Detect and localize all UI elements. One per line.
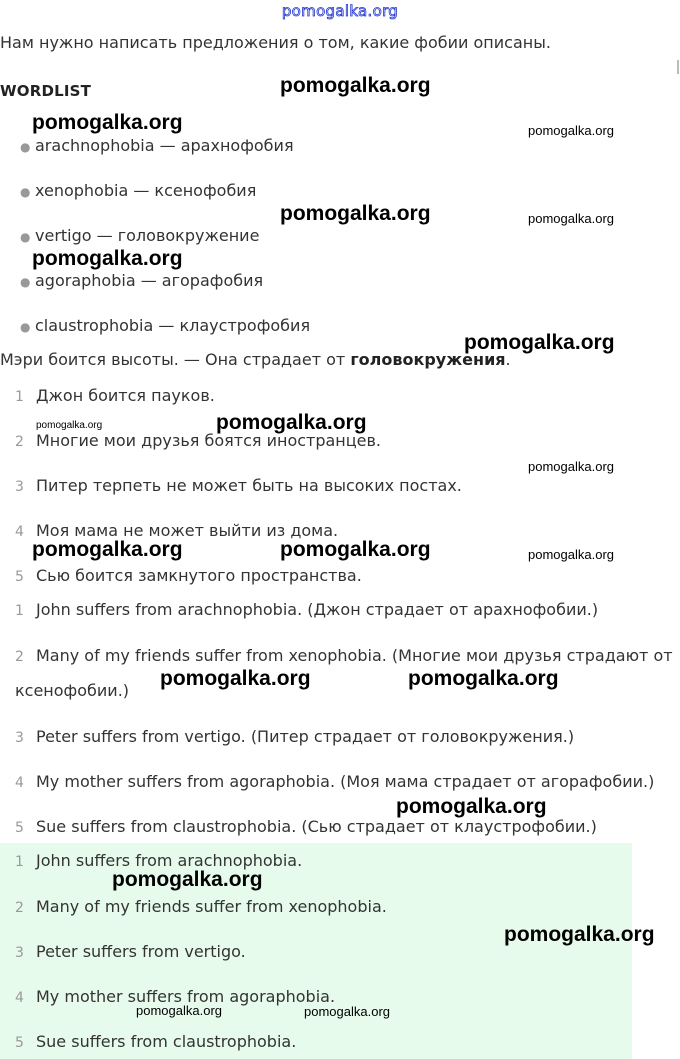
wordlist-item: ● claustrophobia — клаустрофобия	[20, 316, 311, 335]
bullet-icon: ●	[20, 140, 31, 154]
translation-item: 2 Many of my friends suffer from xenophobia. (Многие мои друзья страдают от ксенофобии.)	[15, 646, 673, 700]
question-item: 4 Моя мама не может выйти из дома.	[15, 521, 339, 540]
translation-item: 5 Sue suffers from claustrophobia. (Сью страдает от клаустрофобии.)	[15, 817, 597, 836]
watermark: pomogalka.org	[528, 123, 614, 138]
watermark: pomogalka.org	[280, 202, 431, 225]
answer-item: 2 Many of my friends suffer from xenophobia.	[15, 897, 387, 916]
watermark: pomogalka.org	[464, 331, 615, 354]
translation-item: 4 My mother suffers from agoraphobia. (Моя мама страдает от агорафобии.)	[15, 772, 655, 791]
question-item: 2 Многие мои друзья боятся иностранцев.	[15, 431, 382, 450]
watermark: pomogalka.org	[32, 247, 183, 270]
watermark: pomogalka.org	[280, 74, 431, 97]
answer-item: 3 Peter suffers from vertigo.	[15, 942, 246, 961]
scrollbar-mark	[677, 60, 679, 74]
example-sentence: Мэри боится высоты. — Она страдает от головокружения.	[0, 350, 511, 369]
watermark: pomogalka.org	[304, 1004, 390, 1019]
question-item: 3 Питер терпеть не может быть на высоких постах.	[15, 476, 462, 495]
watermark: pomogalka.org	[216, 411, 367, 434]
answer-item: 4 My mother suffers from agoraphobia.	[15, 987, 336, 1006]
bullet-icon: ●	[20, 185, 31, 199]
answer-item: 1 John suffers from arachnophobia.	[15, 851, 303, 870]
bullet-icon: ●	[20, 320, 31, 334]
wordlist-item: ● vertigo — головокружение	[20, 226, 260, 245]
watermark: pomogalka.org	[36, 420, 103, 431]
translation-item: 3 Peter suffers from vertigo. (Питер страдает от головокружения.)	[15, 727, 575, 746]
watermark: pomogalka.org	[528, 211, 614, 226]
translation-item: 1 John suffers from arachnophobia. (Джон страдает от арахнофобии.)	[15, 600, 599, 619]
watermark: pomogalka.org	[280, 538, 431, 561]
watermark: pomogalka.org	[504, 923, 655, 946]
wordlist-item: ● arachnophobia — арахнофобия	[20, 136, 294, 155]
watermark: pomogalka.org	[160, 667, 311, 690]
watermark: pomogalka.org	[396, 795, 547, 818]
answer-item: 5 Sue suffers from claustrophobia.	[15, 1032, 297, 1051]
watermark: pomogalka.org	[112, 868, 263, 891]
watermark: pomogalka.org	[408, 667, 559, 690]
site-title[interactable]: pomogalka.org	[281, 2, 399, 20]
watermark: pomogalka.org	[136, 1003, 222, 1018]
question-item: 1 Джон боится пауков.	[15, 386, 215, 405]
question-item: 5 Сью боится замкнутого пространства.	[15, 566, 362, 585]
wordlist-heading: WORDLIST	[0, 82, 92, 100]
watermark: pomogalka.org	[32, 538, 183, 561]
wordlist-item: ● agoraphobia — агорафобия	[20, 271, 264, 290]
task-intro: Нам нужно написать предложения о том, какие фобии описаны.	[0, 33, 551, 52]
watermark: pomogalka.org	[528, 547, 614, 562]
watermark: pomogalka.org	[32, 111, 183, 134]
bullet-icon: ●	[20, 230, 31, 244]
bullet-icon: ●	[20, 275, 31, 289]
watermark: pomogalka.org	[528, 459, 614, 474]
wordlist-item: ● xenophobia — ксенофобия	[20, 181, 257, 200]
example-bold: головокружения	[350, 350, 506, 369]
